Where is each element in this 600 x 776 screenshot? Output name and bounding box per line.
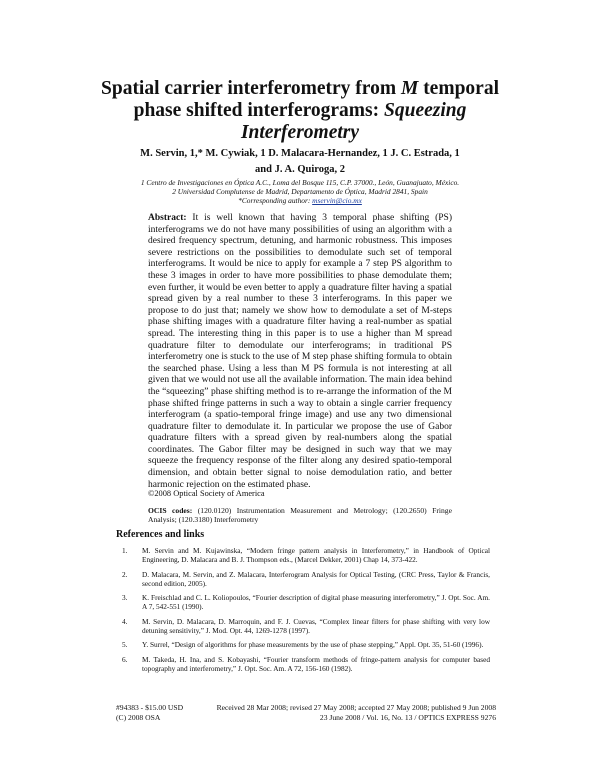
page-footer xyxy=(116,703,496,723)
authors-line-1: M. Servin, 1,* M. Cywiak, 1 D. Malacara-Hernandez, 1 J. C. Estrada, 1 xyxy=(140,148,460,159)
reference-item: 6. M. Takeda, H. Ina, and S. Kobayashi, “Fourier transform methods of fringe-pattern analysis for computer based topography and interferometry,” J. Opt. Soc. Am. A 72, 156-160 (1982). xyxy=(122,654,490,673)
footer-copyright: (C) 2008 OSA xyxy=(116,713,161,722)
title-line-1: Spatial carrier interferometry from M temporal xyxy=(101,78,499,99)
copyright-notice: ©2008 Optical Society of America xyxy=(148,489,265,498)
footer-journal-info: 23 June 2008 / Vol. 16, No. 13 / OPTICS EXPRESS 9276 xyxy=(319,713,496,722)
reference-item: 3. K. Freischlad and C. L. Koliopoulos, “Fourier description of digital phase measuring interferometry,” J. Opt. Soc. Am. A 7, 542-551 (1990). xyxy=(122,593,490,612)
author-list xyxy=(110,146,490,178)
abstract-label: Abstract: xyxy=(148,213,187,223)
ocis-label: OCIS codes: xyxy=(148,506,193,515)
footer-price: #94383 - $15.00 USD xyxy=(116,703,184,712)
affiliations xyxy=(100,178,500,205)
authors-line-2: and J. A. Quiroga, 2 xyxy=(255,164,345,175)
abstract xyxy=(148,213,452,491)
reference-item: 5. Y. Surrel, “Design of algorithms for phase measurements by the use of phase stepping,” Appl. Opt. 35, 51-60 (1996). xyxy=(122,640,484,650)
footer-dates: Received 28 Mar 2008; revised 27 May 2008; accepted 27 May 2008; published 9 Jun 2008 xyxy=(216,703,496,712)
paper-title xyxy=(60,78,540,144)
abstract-text: It is well known that having 3 temporal phase shifting (PS) interferograms we do not have many possibilities of using an algorithm with a desired frequency spectrum, detuning, and harmonic robustness. This imposes severe restrictions on the possibilities to demodulate such set of temporal interferograms. It would be nice to apply for example a 7 step PS algorithm to these 3 images in order to have more possibilities to phase demodulate them; even further, it would be even better to apply a quadrature filter having a spatial spread given by a real number to these 3 interferograms. In this paper we propose to do just that; namely we show how to demodulate a set of M-steps phase shifting images with a quadrature filter having a real-number as spatial spread. The interesting thing in this paper is to use a higher than M spread quadrature filter to demodulate our interferograms; in traditional PS interferometry one is stuck to the use of M step phase shifting formula to obtain the searched phase. Using a less than M PS formula is not interesting at all given that we would not use all the available information. The main idea behind the “squeezing” phase shifting method is to re-arrange the information of the M phase shifted fringe patterns in such a way to obtain a single carrier frequency interferogram (a spatio-temporal fringe image) and use any two dimensional quadrature filter to demodulate it. In particular we propose the use of Gabor quadrature filters with a spread given by real-numbers along the spatial coordinates. The Gabor filter may be designed in such way that we may squeeze the frequency response of the filter along any desired spatio-temporal dimension, and obtain better signal to noise demodulation ratio, and better harmonic rejection on the estimated phase. xyxy=(148,213,452,490)
reference-item: 2. D. Malacara, M. Servin, and Z. Malacara, Interferogram Analysis for Optical Testing, (CRC Press, Taylor & Francis, second edition, 2005). xyxy=(122,569,490,588)
author-email-link[interactable]: mservin@cio.mx xyxy=(312,196,362,205)
affiliation-2: 2 Universidad Complutense de Madrid, Departamento de Óptica, Madrid 2841, Spain xyxy=(172,187,428,196)
reference-list xyxy=(120,546,490,678)
title-line-3: Interferometry xyxy=(240,122,360,143)
reference-item: 1. M. Servin and M. Kujawinska, “Modern fringe pattern analysis in Interferometry,” in Handbook of Optical Engineering, D. Malacara and B. J. Thompson eds., (Marcel Dekker, 2001) Chap 14, 373-422. xyxy=(122,546,490,565)
affiliation-1: 1 Centro de Investigaciones en Óptica A.C., Loma del Bosque 115, C.P. 37000., León, Guanajuato, México. xyxy=(140,178,460,187)
reference-item: 4. M. Servin, D. Malacara, D. Marroquin, and F. J. Cuevas, “Complex linear filters for phase shifting with very low detuning sensitivity,” J. Mod. Opt. 44, 1269-1278 (1997). xyxy=(122,616,490,636)
references-heading: References and links xyxy=(116,529,205,540)
title-line-2: phase shifted interferograms: Squeezing xyxy=(133,100,467,121)
corresponding-author: *Corresponding author: mservin@cio.mx xyxy=(238,196,362,205)
ocis-codes xyxy=(148,506,452,525)
ocis-text: (120.0120) Instrumentation Measurement and Metrology; (120.2650) Fringe Analysis; (120.3180) Interferometry xyxy=(148,506,452,525)
